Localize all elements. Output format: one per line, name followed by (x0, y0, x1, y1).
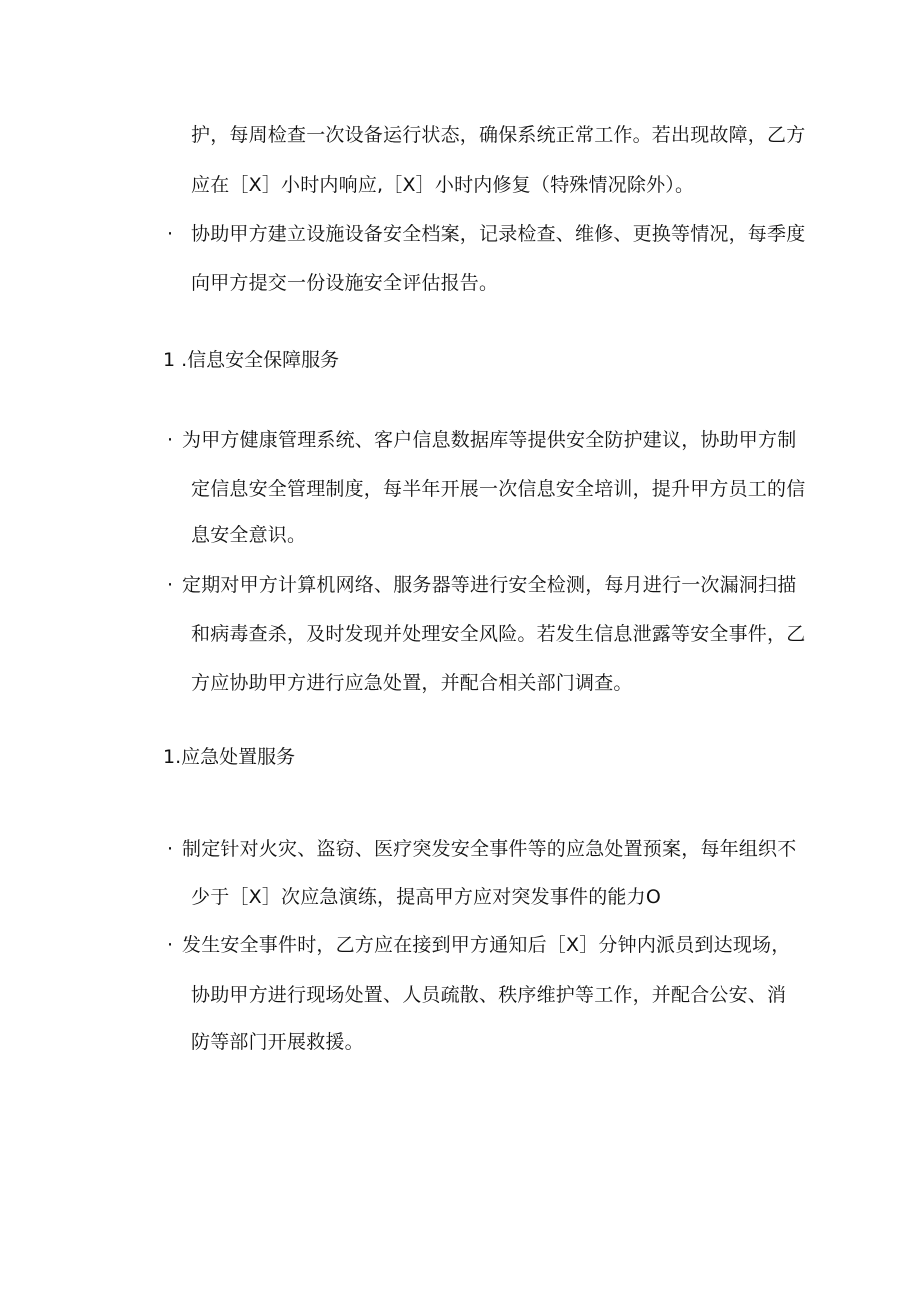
bullet-marker: · (167, 934, 174, 956)
body-text-line: 协助甲方建立设施设备安全档案，记录检查、维修、更换等情况，每季度 (191, 223, 806, 245)
body-text-line: 协助甲方进行现场处置、人员疏散、秩序维护等工作，并配合公安、消 (191, 984, 787, 1006)
section-heading-emergency: 1.应急处置服务 (163, 746, 296, 768)
body-text-line: 应在［X］小时内响应,［X］小时内修复（特殊情况除外）。 (191, 174, 695, 196)
bullet-marker: · (167, 838, 174, 860)
body-text-line: 和病毒查杀，及时发现并处理安全风险。若发生信息泄露等安全事件，乙 (191, 623, 806, 645)
section-heading-info-security: 1 .信息安全保障服务 (163, 349, 340, 371)
body-text-line: 少于［X］次应急演练，提高甲方应对突发事件的能力O (191, 886, 661, 908)
body-text-line: 向甲方提交一份设施安全评估报告。 (191, 272, 499, 294)
bullet-marker: · (167, 574, 174, 596)
body-text-line: 定期对甲方计算机网络、服务器等进行安全检测，每月进行一次漏洞扫描 (182, 574, 797, 596)
body-text-line: 防等部门开展救援。 (191, 1031, 364, 1053)
body-text-line: 发生安全事件时，乙方应在接到甲方通知后［X］分钟内派员到达现场， (182, 934, 791, 956)
body-text-line: 护，每周检查一次设备运行状态，确保系统正常工作。若出现故障，乙方 (191, 124, 806, 146)
bullet-marker: · (167, 223, 174, 245)
body-text-line: 制定针对火灾、盗窃、医疗突发安全事件等的应急处置预案，每年组织不 (182, 838, 797, 860)
body-text-line: 定信息安全管理制度，每半年开展一次信息安全培训，提升甲方员工的信 (191, 478, 806, 500)
body-text-line: 为甲方健康管理系统、客户信息数据库等提供安全防护建议，协助甲方制 (182, 429, 797, 451)
body-text-line: 方应协助甲方进行应急处置，并配合相关部门调查。 (191, 672, 633, 694)
bullet-marker: · (167, 429, 174, 451)
body-text-line: 息安全意识。 (191, 524, 307, 546)
